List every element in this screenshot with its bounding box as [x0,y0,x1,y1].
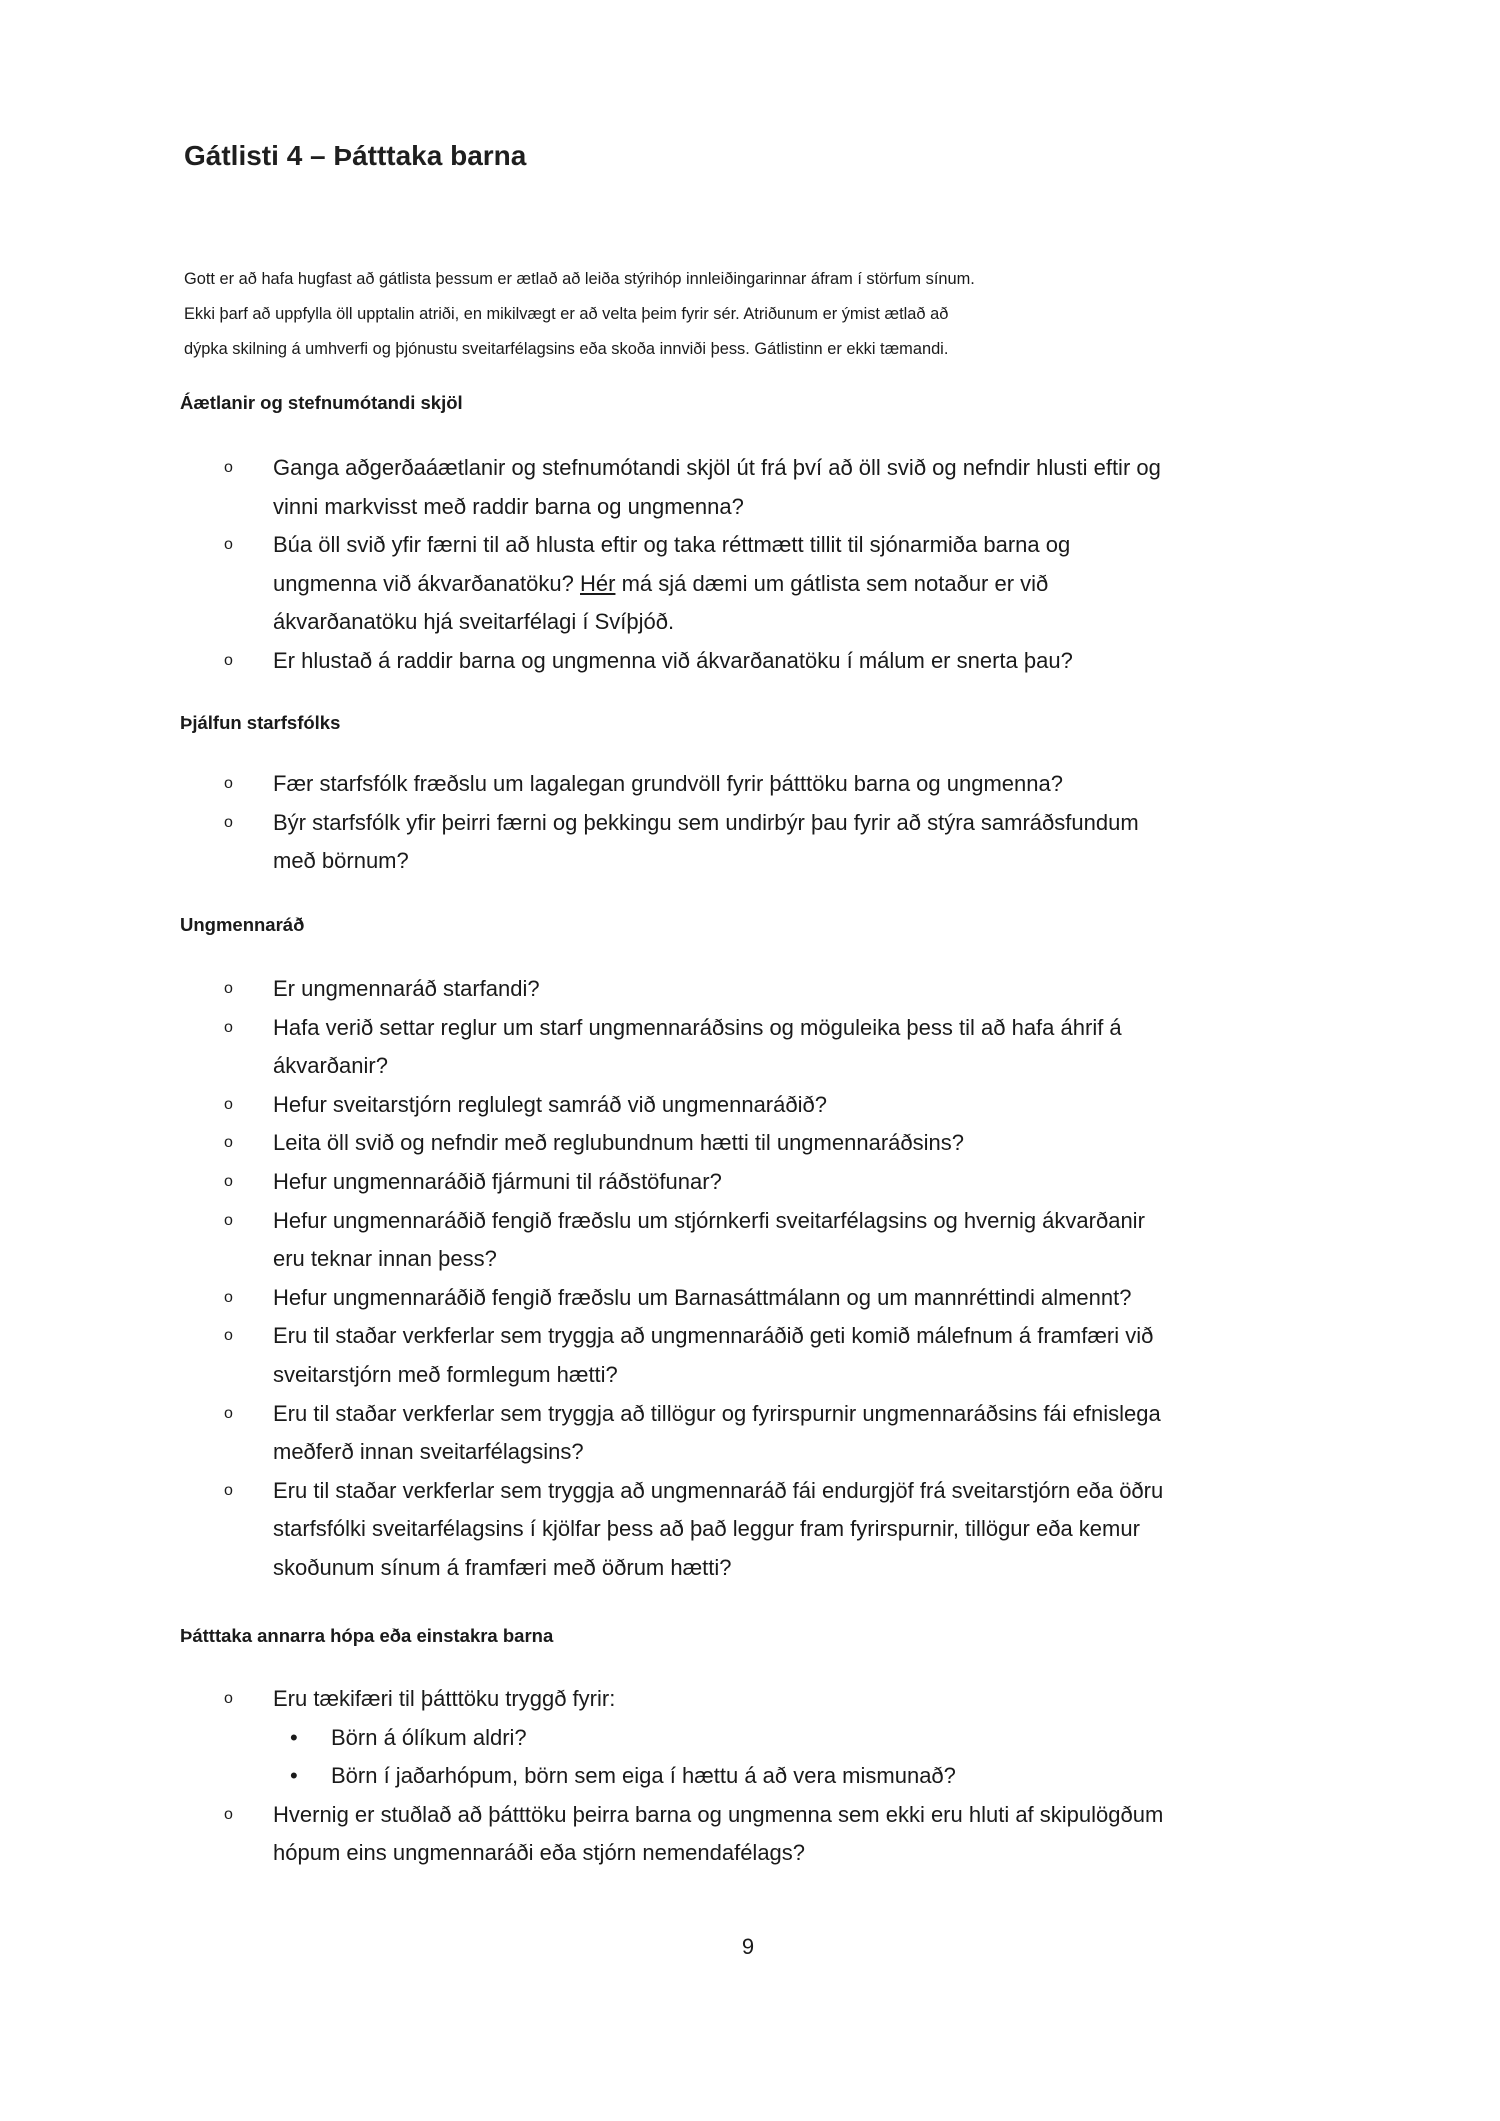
hollow-bullet-icon: o [224,1172,233,1190]
section-heading: Áætlanir og stefnumótandi skjöl [180,392,463,413]
example-link[interactable]: Hér [580,570,616,596]
text-fragment: má sjá dæmi um gátlista sem notaður er við [615,570,1049,596]
checklist-item [224,1395,1354,1472]
checklist-item [224,1680,1354,1719]
item-line: Leita öll svið og nefndir með reglubundnum hætti til ungmennaráðsins? [273,1130,964,1156]
item-line: ákvarðanir? [273,1053,388,1079]
checklist-item [224,1796,1354,1873]
checklist-item [224,526,1354,642]
hollow-bullet-icon: o [224,536,233,554]
intro-line: Ekki þarf að uppfylla öll upptalin atriði, en mikilvægt er að velta þeim fyrir sér. Atriðunum er ýmist ætlað að [184,305,949,323]
item-line: hópum eins ungmennaráði eða stjórn nemendafélags? [273,1840,806,1866]
checklist-item [224,1472,1354,1588]
hollow-bullet-icon: o [224,1095,233,1113]
intro-line: Gott er að hafa hugfast að gátlista þessum er ætlað að leiða stýrihóp innleiðingarinnar áfram í störfum sínum. [184,270,975,288]
checklist-item [224,765,1354,804]
section-heading: Þátttaka annarra hópa eða einstakra barna [180,1625,554,1646]
item-line [273,565,1354,604]
item-line: Hefur sveitarstjórn reglulegt samráð við ungmennaráðið? [273,1091,827,1117]
item-line: sveitarstjórn með formlegum hætti? [273,1361,618,1387]
checklist-item [224,970,1354,1009]
checklist-item [224,1009,1354,1086]
item-line: Eru til staðar verkferlar sem tryggja að ungmennaráð fái endurgjöf frá sveitarstjórn eða öðru [273,1477,1164,1503]
hollow-bullet-icon: o [224,980,233,997]
item-line: Hvernig er stuðlað að þátttöku þeirra barna og ungmenna sem ekki eru hluti af skipulögðum [273,1801,1164,1827]
item-line: með börnum? [273,848,409,874]
item-line: Fær starfsfólk fræðslu um lagalegan grundvöll fyrir þátttöku barna og ungmenna? [273,771,1063,796]
item-line: Hefur ungmennaráðið fjármuni til ráðstöfunar? [273,1168,722,1194]
item-line: Eru til staðar verkferlar sem tryggja að tillögur og fyrirspurnir ungmennaráðsins fái efnislega [273,1400,1161,1426]
hollow-bullet-icon: o [224,775,233,792]
checklist-item [224,1086,1354,1125]
hollow-bullet-icon: o [224,1805,233,1823]
checklist [224,449,1354,681]
hollow-bullet-icon: o [224,1690,233,1707]
sub-item-text: Börn í jaðarhópum, börn sem eiga í hættu á að vera mismunað? [331,1763,956,1789]
bullet-icon: • [290,1763,298,1789]
checklist [224,1680,1354,1873]
item-line: Eru tækifæri til þátttöku tryggð fyrir: [273,1686,616,1711]
sub-item [290,1719,1354,1758]
sub-item [290,1757,1354,1796]
item-line: Býr starfsfólk yfir þeirri færni og þekkingu sem undirbýr þau fyrir að stýra samráðsfundum [273,809,1139,835]
section-heading: Þjálfun starfsfólks [180,712,341,733]
checklist-item [224,1317,1354,1394]
hollow-bullet-icon: o [224,459,233,476]
intro-line: dýpka skilning á umhverfi og þjónustu sveitarfélagsins eða skoða innviði þess. Gátlistinn er ekki tæmandi. [184,340,949,358]
checklist [224,765,1354,881]
item-line: vinni markvisst með raddir barna og ungmenna? [273,493,744,519]
item-line: eru teknar innan þess? [273,1246,497,1272]
checklist-item [224,642,1354,681]
hollow-bullet-icon: o [224,1134,233,1152]
item-line: Ganga aðgerðaáætlanir og stefnumótandi skjöl út frá því að öll svið og nefndir hlusti eftir og [273,455,1161,480]
item-line: meðferð innan sveitarfélagsins? [273,1439,584,1465]
checklist-item [224,804,1354,881]
sub-item-text: Börn á ólíkum aldri? [331,1724,527,1750]
checklist-item [224,1279,1354,1318]
item-line: skoðunum sínum á framfæri með öðrum hætti? [273,1554,732,1580]
checklist [224,970,1354,1588]
item-line: Er hlustað á raddir barna og ungmenna við ákvarðanatöku í málum er snerta þau? [273,647,1073,673]
item-line: Hafa verið settar reglur um starf ungmennaráðsins og möguleika þess til að hafa áhrif á [273,1014,1122,1040]
hollow-bullet-icon: o [224,1211,233,1229]
page-title: Gátlisti 4 – Þátttaka barna [184,140,527,171]
hollow-bullet-icon: o [224,813,233,831]
hollow-bullet-icon: o [224,651,233,669]
item-line: ákvarðanatöku hjá sveitarfélagi í Svíþjóð. [273,609,675,635]
item-line: Hefur ungmennaráðið fengið fræðslu um Barnasáttmálann og um mannréttindi almennt? [273,1284,1132,1310]
text-fragment: ungmenna við ákvarðanatöku? [273,570,580,596]
bullet-icon: • [290,1724,298,1750]
checklist-item [224,449,1354,526]
item-line: starfsfólki sveitarfélagsins í kjölfar þess að það leggur fram fyrirspurnir, tillögur eða kemur [273,1516,1140,1542]
page-number: 9 [741,1934,755,1959]
intro-paragraph [184,262,1344,367]
hollow-bullet-icon: o [224,1327,233,1345]
checklist-item [224,1124,1354,1163]
hollow-bullet-icon: o [224,1018,233,1036]
item-line: Búa öll svið yfir færni til að hlusta eftir og taka réttmætt tillit til sjónarmiða barna og [273,532,1071,558]
item-line: Er ungmennaráð starfandi? [273,976,540,1001]
checklist-item [224,1202,1354,1279]
item-line: Hefur ungmennaráðið fengið fræðslu um stjórnkerfi sveitarfélagsins og hvernig ákvarðanir [273,1207,1145,1233]
item-line: Eru til staðar verkferlar sem tryggja að ungmennaráðið geti komið málefnum á framfæri við [273,1323,1154,1349]
hollow-bullet-icon: o [224,1481,233,1499]
hollow-bullet-icon: o [224,1404,233,1422]
hollow-bullet-icon: o [224,1288,233,1306]
checklist-item [224,1163,1354,1202]
section-heading: Ungmennaráð [180,914,305,935]
